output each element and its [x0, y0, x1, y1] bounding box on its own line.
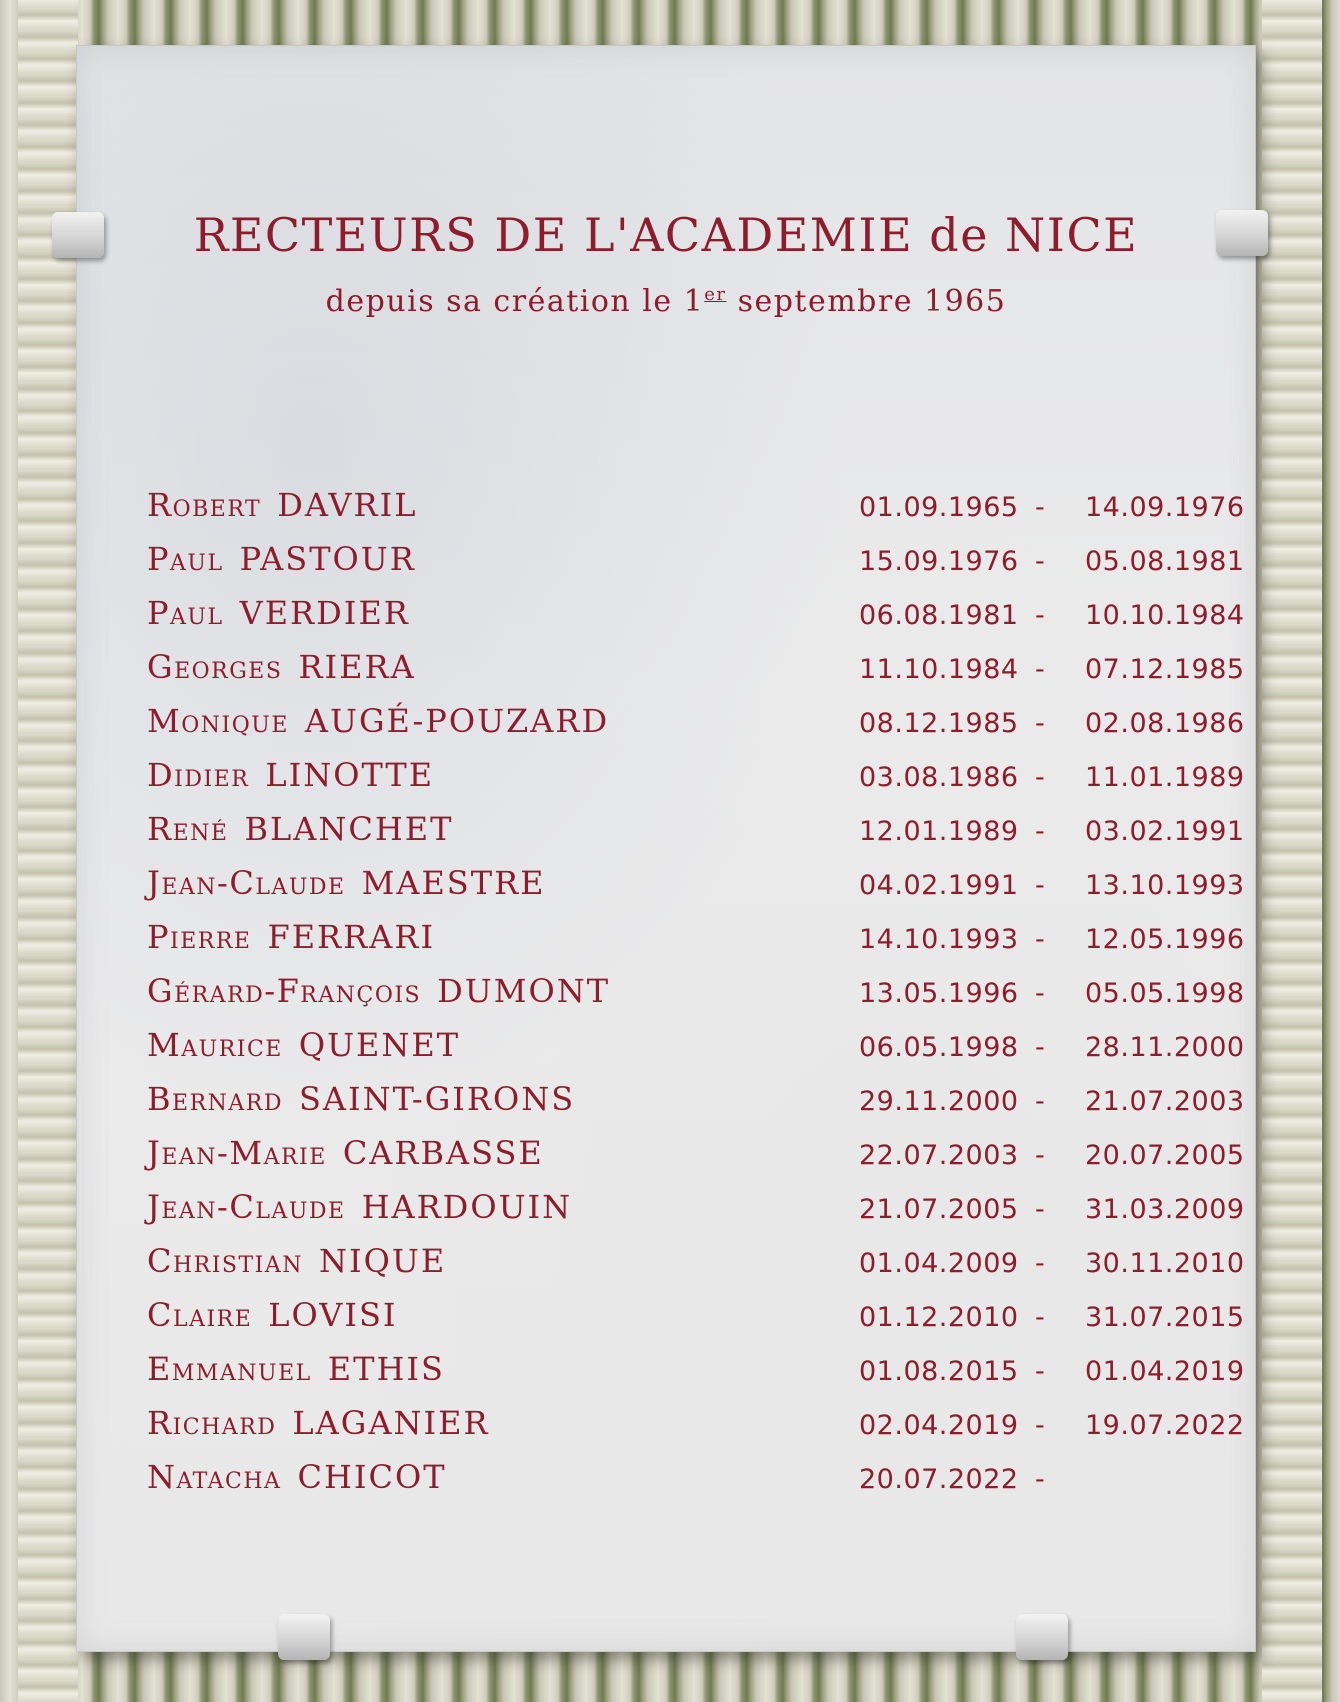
rector-given-name: Paul: [147, 540, 224, 578]
subtitle-ordinal: er: [704, 284, 727, 305]
rector-given-name: Jean-Claude: [147, 1188, 346, 1226]
term-start-date: 15.09.1976: [859, 546, 1019, 577]
rector-row: [147, 1404, 1247, 1458]
term-end-date: 10.10.1984: [1085, 600, 1245, 631]
rector-given-name: Bernard: [147, 1080, 283, 1118]
rector-name: [147, 648, 416, 686]
term-end-date: 19.07.2022: [1085, 1410, 1245, 1441]
term-start-date: 12.01.1989: [859, 816, 1019, 847]
rector-name: [147, 1350, 445, 1388]
rector-given-name: Richard: [147, 1404, 277, 1442]
term-end-date: 20.07.2005: [1085, 1140, 1245, 1171]
rector-name: [147, 918, 435, 956]
rector-row: [147, 810, 1247, 864]
rector-given-name: Monique: [147, 702, 289, 740]
rector-given-name: Georges: [147, 648, 283, 686]
rector-row: [147, 540, 1247, 594]
mounting-clip-left-top: [52, 212, 104, 258]
rector-row: [147, 1350, 1247, 1404]
term-start-date: 01.09.1965: [859, 492, 1019, 523]
rector-name: [147, 1242, 446, 1280]
term-end-date: 28.11.2000: [1085, 1032, 1245, 1063]
rector-family-name: MAESTRE: [361, 864, 546, 902]
rector-family-name: HARDOUIN: [361, 1188, 573, 1226]
term-separator: -: [1035, 546, 1045, 577]
rector-row: [147, 756, 1247, 810]
term-start-date: 11.10.1984: [859, 654, 1019, 685]
rector-row: [147, 1242, 1247, 1296]
rector-name: [147, 594, 410, 632]
term-separator: -: [1035, 1302, 1045, 1333]
rector-family-name: LAGANIER: [292, 1404, 490, 1442]
rector-given-name: Emmanuel: [147, 1350, 312, 1388]
rector-name: [147, 1188, 572, 1226]
rector-family-name: PASTOUR: [239, 540, 416, 578]
term-end-date: 11.01.1989: [1085, 762, 1245, 793]
rector-name: [147, 702, 609, 740]
mounting-clip-right-top: [1216, 210, 1268, 256]
term-separator: -: [1035, 978, 1045, 1009]
rector-name: [147, 756, 434, 794]
rector-row: [147, 1134, 1247, 1188]
term-start-date: 06.05.1998: [859, 1032, 1019, 1063]
rector-name: [147, 1080, 575, 1118]
rector-name: [147, 1458, 447, 1496]
rector-family-name: BLANCHET: [244, 810, 454, 848]
rector-family-name: ETHIS: [327, 1350, 445, 1388]
rector-family-name: RIERA: [298, 648, 416, 686]
term-end-date: 14.09.1976: [1085, 492, 1245, 523]
term-end-date: 12.05.1996: [1085, 924, 1245, 955]
term-start-date: 01.12.2010: [859, 1302, 1019, 1333]
rector-list: [147, 486, 1247, 1512]
term-start-date: 14.10.1993: [859, 924, 1019, 955]
term-start-date: 01.04.2009: [859, 1248, 1019, 1279]
marble-plaque: [76, 45, 1256, 1652]
rector-name: [147, 486, 417, 524]
rector-row: [147, 1458, 1247, 1512]
plaque-title: RECTEURS DE L'ACADEMIE de NICE: [193, 208, 1139, 262]
term-end-date: 21.07.2003: [1085, 1086, 1245, 1117]
rector-row: [147, 702, 1247, 756]
rector-name: [147, 864, 546, 902]
term-start-date: 13.05.1996: [859, 978, 1019, 1009]
term-separator: -: [1035, 870, 1045, 901]
term-end-date: 02.08.1986: [1085, 708, 1245, 739]
rector-given-name: Gérard-François: [147, 972, 422, 1010]
rector-row: [147, 864, 1247, 918]
rector-row: [147, 648, 1247, 702]
rector-name: [147, 1134, 544, 1172]
wall-edge-right: [1262, 0, 1322, 1702]
rector-family-name: DUMONT: [437, 972, 611, 1010]
rector-name: [147, 972, 610, 1010]
rector-family-name: LOVISI: [268, 1296, 398, 1334]
rector-family-name: QUENET: [298, 1026, 461, 1064]
rector-name: [147, 1404, 490, 1442]
rector-family-name: CARBASSE: [342, 1134, 544, 1172]
rector-row: [147, 1080, 1247, 1134]
rector-row: [147, 1188, 1247, 1242]
rector-given-name: Didier: [147, 756, 250, 794]
rector-given-name: Christian: [147, 1242, 303, 1280]
term-start-date: 03.08.1986: [859, 762, 1019, 793]
rector-given-name: Jean-Marie: [147, 1134, 327, 1172]
rector-row: [147, 486, 1247, 540]
term-start-date: 21.07.2005: [859, 1194, 1019, 1225]
rector-row: [147, 594, 1247, 648]
term-separator: -: [1035, 492, 1045, 523]
rector-name: [147, 810, 453, 848]
rector-family-name: FERRARI: [267, 918, 436, 956]
rector-family-name: DAVRIL: [277, 486, 418, 524]
term-start-date: 08.12.1985: [859, 708, 1019, 739]
rector-given-name: Claire: [147, 1296, 253, 1334]
term-separator: -: [1035, 1194, 1045, 1225]
term-separator: -: [1035, 816, 1045, 847]
term-end-date: 05.05.1998: [1085, 978, 1245, 1009]
term-start-date: 29.11.2000: [859, 1086, 1019, 1117]
subtitle-start: depuis sa création le 1: [325, 284, 705, 319]
rector-name: [147, 1296, 398, 1334]
term-end-date: 05.08.1981: [1085, 546, 1245, 577]
term-end-date: 07.12.1985: [1085, 654, 1245, 685]
rector-row: [147, 1296, 1247, 1350]
rector-family-name: VERDIER: [239, 594, 410, 632]
rector-family-name: NIQUE: [319, 1242, 447, 1280]
term-separator: -: [1035, 1032, 1045, 1063]
term-start-date: 01.08.2015: [859, 1356, 1019, 1387]
rector-given-name: Natacha: [147, 1458, 282, 1496]
plaque-subtitle: [77, 284, 1255, 319]
term-separator: -: [1035, 924, 1045, 955]
term-start-date: 02.04.2019: [859, 1410, 1019, 1441]
rector-name: [147, 1026, 460, 1064]
term-start-date: 04.02.1991: [859, 870, 1019, 901]
rector-given-name: Maurice: [147, 1026, 283, 1064]
term-end-date: 01.04.2019: [1085, 1356, 1245, 1387]
term-separator: -: [1035, 654, 1045, 685]
rector-given-name: René: [147, 810, 229, 848]
subtitle-end: septembre 1965: [726, 284, 1007, 319]
term-separator: -: [1035, 1410, 1045, 1441]
term-separator: -: [1035, 1248, 1045, 1279]
rector-given-name: Pierre: [147, 918, 252, 956]
term-start-date: 22.07.2003: [859, 1140, 1019, 1171]
term-separator: -: [1035, 1356, 1045, 1387]
rector-name: [147, 540, 416, 578]
rector-row: [147, 1026, 1247, 1080]
term-end-date: 31.03.2009: [1085, 1194, 1245, 1225]
term-separator: -: [1035, 1140, 1045, 1171]
rector-given-name: Paul: [147, 594, 224, 632]
term-start-date: 20.07.2022: [859, 1464, 1019, 1495]
rector-family-name: AUGÉ-POUZARD: [304, 702, 610, 740]
mounting-clip-bottom-left: [278, 1614, 330, 1660]
rector-family-name: LINOTTE: [265, 756, 435, 794]
rector-given-name: Jean-Claude: [147, 864, 346, 902]
term-separator: -: [1035, 708, 1045, 739]
term-separator: -: [1035, 762, 1045, 793]
term-end-date: 13.10.1993: [1085, 870, 1245, 901]
mounting-clip-bottom-right: [1016, 1614, 1068, 1660]
term-start-date: 06.08.1981: [859, 600, 1019, 631]
rector-family-name: SAINT-GIRONS: [298, 1080, 576, 1118]
rector-row: [147, 972, 1247, 1026]
term-end-date: 31.07.2015: [1085, 1302, 1245, 1333]
term-separator: -: [1035, 600, 1045, 631]
term-end-date: 30.11.2010: [1085, 1248, 1245, 1279]
rector-row: [147, 918, 1247, 972]
term-separator: -: [1035, 1464, 1045, 1495]
rector-given-name: Robert: [147, 486, 262, 524]
term-separator: -: [1035, 1086, 1045, 1117]
rector-family-name: CHICOT: [297, 1458, 447, 1496]
term-end-date: 03.02.1991: [1085, 816, 1245, 847]
